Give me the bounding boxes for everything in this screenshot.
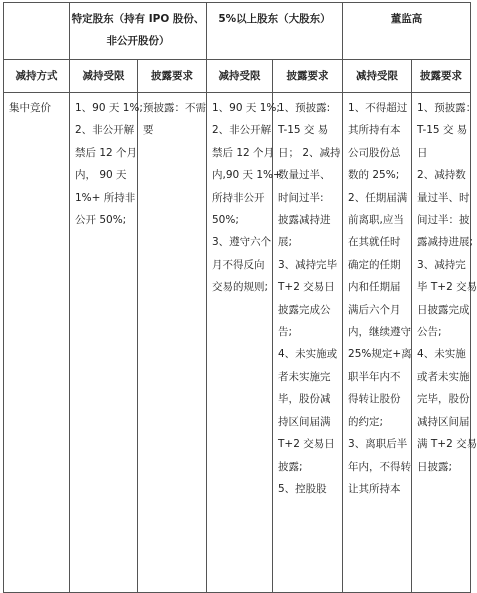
cell-line: 预披露：不需 <box>143 102 206 114</box>
cell-line: 3、遵守六个 <box>212 236 272 249</box>
cell-line: 量过半、时 <box>417 191 470 204</box>
cell-line: 者未实施完 <box>278 370 331 383</box>
cell-line: 50%; <box>212 214 239 227</box>
cell-line: 数的 25%; <box>348 169 400 182</box>
cell-line: 让其所持本 <box>348 482 401 495</box>
subheader-method: 减持方式 <box>4 60 70 93</box>
header-corner-cell <box>4 3 70 60</box>
specific-disclosure-cell <box>138 93 207 593</box>
cell-line: 4、未实施或 <box>278 348 338 361</box>
cell-line: 其所持有本 <box>348 124 401 137</box>
cell-line: 持区间届满 <box>278 415 331 428</box>
cell-line: 内， 90 天 <box>75 169 127 182</box>
header-specific-line-1: 特定股东（持有 IPO 股份、 <box>71 13 205 25</box>
cell-line: 数量过半、 <box>278 169 331 182</box>
cell-line: 在其就任时 <box>348 236 401 249</box>
cell-line: 内,90 天 1%+ <box>212 169 282 182</box>
header-specific-shareholders <box>70 3 207 60</box>
cell-line: 间过半：披 <box>417 214 470 227</box>
cell-line: 确定的任期 <box>348 258 401 271</box>
cell-line: 3、离职后半 <box>348 438 408 451</box>
subheader-restriction-3: 减持受限 <box>343 60 412 93</box>
method-cell <box>4 93 70 593</box>
cell-line: 毕，股份减 <box>278 393 331 406</box>
cell-line: 或者未实施 <box>417 370 470 383</box>
cell-line: 内，继续遵守 <box>348 326 412 339</box>
subheader-disclosure-1: 披露要求 <box>138 60 207 93</box>
cell-line: 要 <box>143 124 154 137</box>
cell-line: 禁后 12 个月 <box>75 146 138 159</box>
cell-line: 告; <box>278 326 293 339</box>
cell-line: 得转让股份 <box>348 393 401 406</box>
cell-line: 1、90 天 1%; <box>75 102 143 114</box>
cell-line: 25%规定+离 <box>348 348 412 361</box>
cell-line: 的约定; <box>348 415 384 428</box>
cell-line: 2、减持数 <box>417 169 466 182</box>
header-major-label: 5%以上股东（大股东） <box>218 13 331 25</box>
subheader-restriction-1: 减持受限 <box>70 60 138 93</box>
cell-line: 3、减持完毕 <box>278 258 338 271</box>
cell-line: 披露减持进 <box>278 214 331 227</box>
cell-line: 毕 T+2 交易 <box>417 281 477 294</box>
cell-line: T-15 交 易 <box>417 124 468 137</box>
cell-line: 1、预披露: <box>278 102 331 114</box>
header-directors-label: 董监高 <box>390 13 423 25</box>
cell-line: T+2 交易日 <box>278 438 335 451</box>
cell-line: 所持非公开 <box>212 191 265 204</box>
method-label: 集中竞价 <box>9 102 51 114</box>
cell-line: 1、预披露： <box>417 102 477 114</box>
cell-line: 减持区间届 <box>417 415 470 428</box>
cell-line: 4、未实施 <box>417 348 466 361</box>
cell-line: T+2 交易日 <box>278 281 335 294</box>
cell-line: 日披露; <box>417 460 453 473</box>
cell-line: 日 <box>417 146 428 159</box>
cell-line: 披露完成公 <box>278 303 331 316</box>
shareholder-reduction-table <box>3 2 477 593</box>
cell-line: 前离职,应当 <box>348 214 404 227</box>
cell-line: 公开 50%; <box>75 214 127 227</box>
cell-line: 职半年内不 <box>348 370 401 383</box>
cell-line: 满后六个月 <box>348 303 401 316</box>
cell-line: 交易的规则; <box>212 281 269 294</box>
cell-line: 公司股份总 <box>348 146 401 159</box>
cell-line: 3、减持完 <box>417 258 466 271</box>
header-directors-officers <box>343 3 471 60</box>
cell-line: 完毕，股份 <box>417 393 470 406</box>
subheader-disclosure-2: 披露要求 <box>273 60 343 93</box>
subheader-row <box>4 60 471 93</box>
major-disclosure-cell <box>273 93 343 593</box>
cell-line: 内和任期届 <box>348 281 401 294</box>
subheader-disclosure-3: 披露要求 <box>412 60 471 93</box>
header-row <box>4 3 471 60</box>
cell-line: 露减持进展; <box>417 236 474 249</box>
cell-line: 1%+ 所持非 <box>75 191 136 204</box>
cell-line: 1、不得超过 <box>348 102 408 114</box>
header-specific-line-2: 非公开股份） <box>106 35 170 47</box>
data-row-centralized-bidding <box>4 93 471 593</box>
cell-line: 5、控股股 <box>278 482 327 495</box>
cell-line: 披露; <box>278 460 303 473</box>
header-major-shareholders <box>207 3 343 60</box>
cell-line: 年内，不得转 <box>348 460 412 473</box>
cell-line: 月不得反向 <box>212 258 265 271</box>
officer-restriction-cell <box>343 93 412 593</box>
cell-line: 时间过半: <box>278 191 324 204</box>
subheader-restriction-2: 减持受限 <box>207 60 273 93</box>
cell-line: 满 T+2 交易 <box>417 438 477 451</box>
cell-line: 2、非公开解 <box>75 124 135 137</box>
cell-line: 1、90 天 1%; <box>212 102 280 114</box>
cell-line: 展; <box>278 236 293 249</box>
cell-line: 日； 2、减持 <box>278 146 341 159</box>
officer-disclosure-cell <box>412 93 477 593</box>
major-restriction-cell <box>207 93 282 593</box>
cell-line: 公告; <box>417 326 442 339</box>
cell-line: 2、任期届满 <box>348 191 408 204</box>
cell-line: 2、非公开解 <box>212 124 272 137</box>
specific-restriction-cell <box>70 93 143 593</box>
cell-line: T-15 交 易 <box>278 124 329 137</box>
cell-line: 禁后 12 个月 <box>212 146 275 159</box>
cell-line: 日披露完成 <box>417 303 470 316</box>
